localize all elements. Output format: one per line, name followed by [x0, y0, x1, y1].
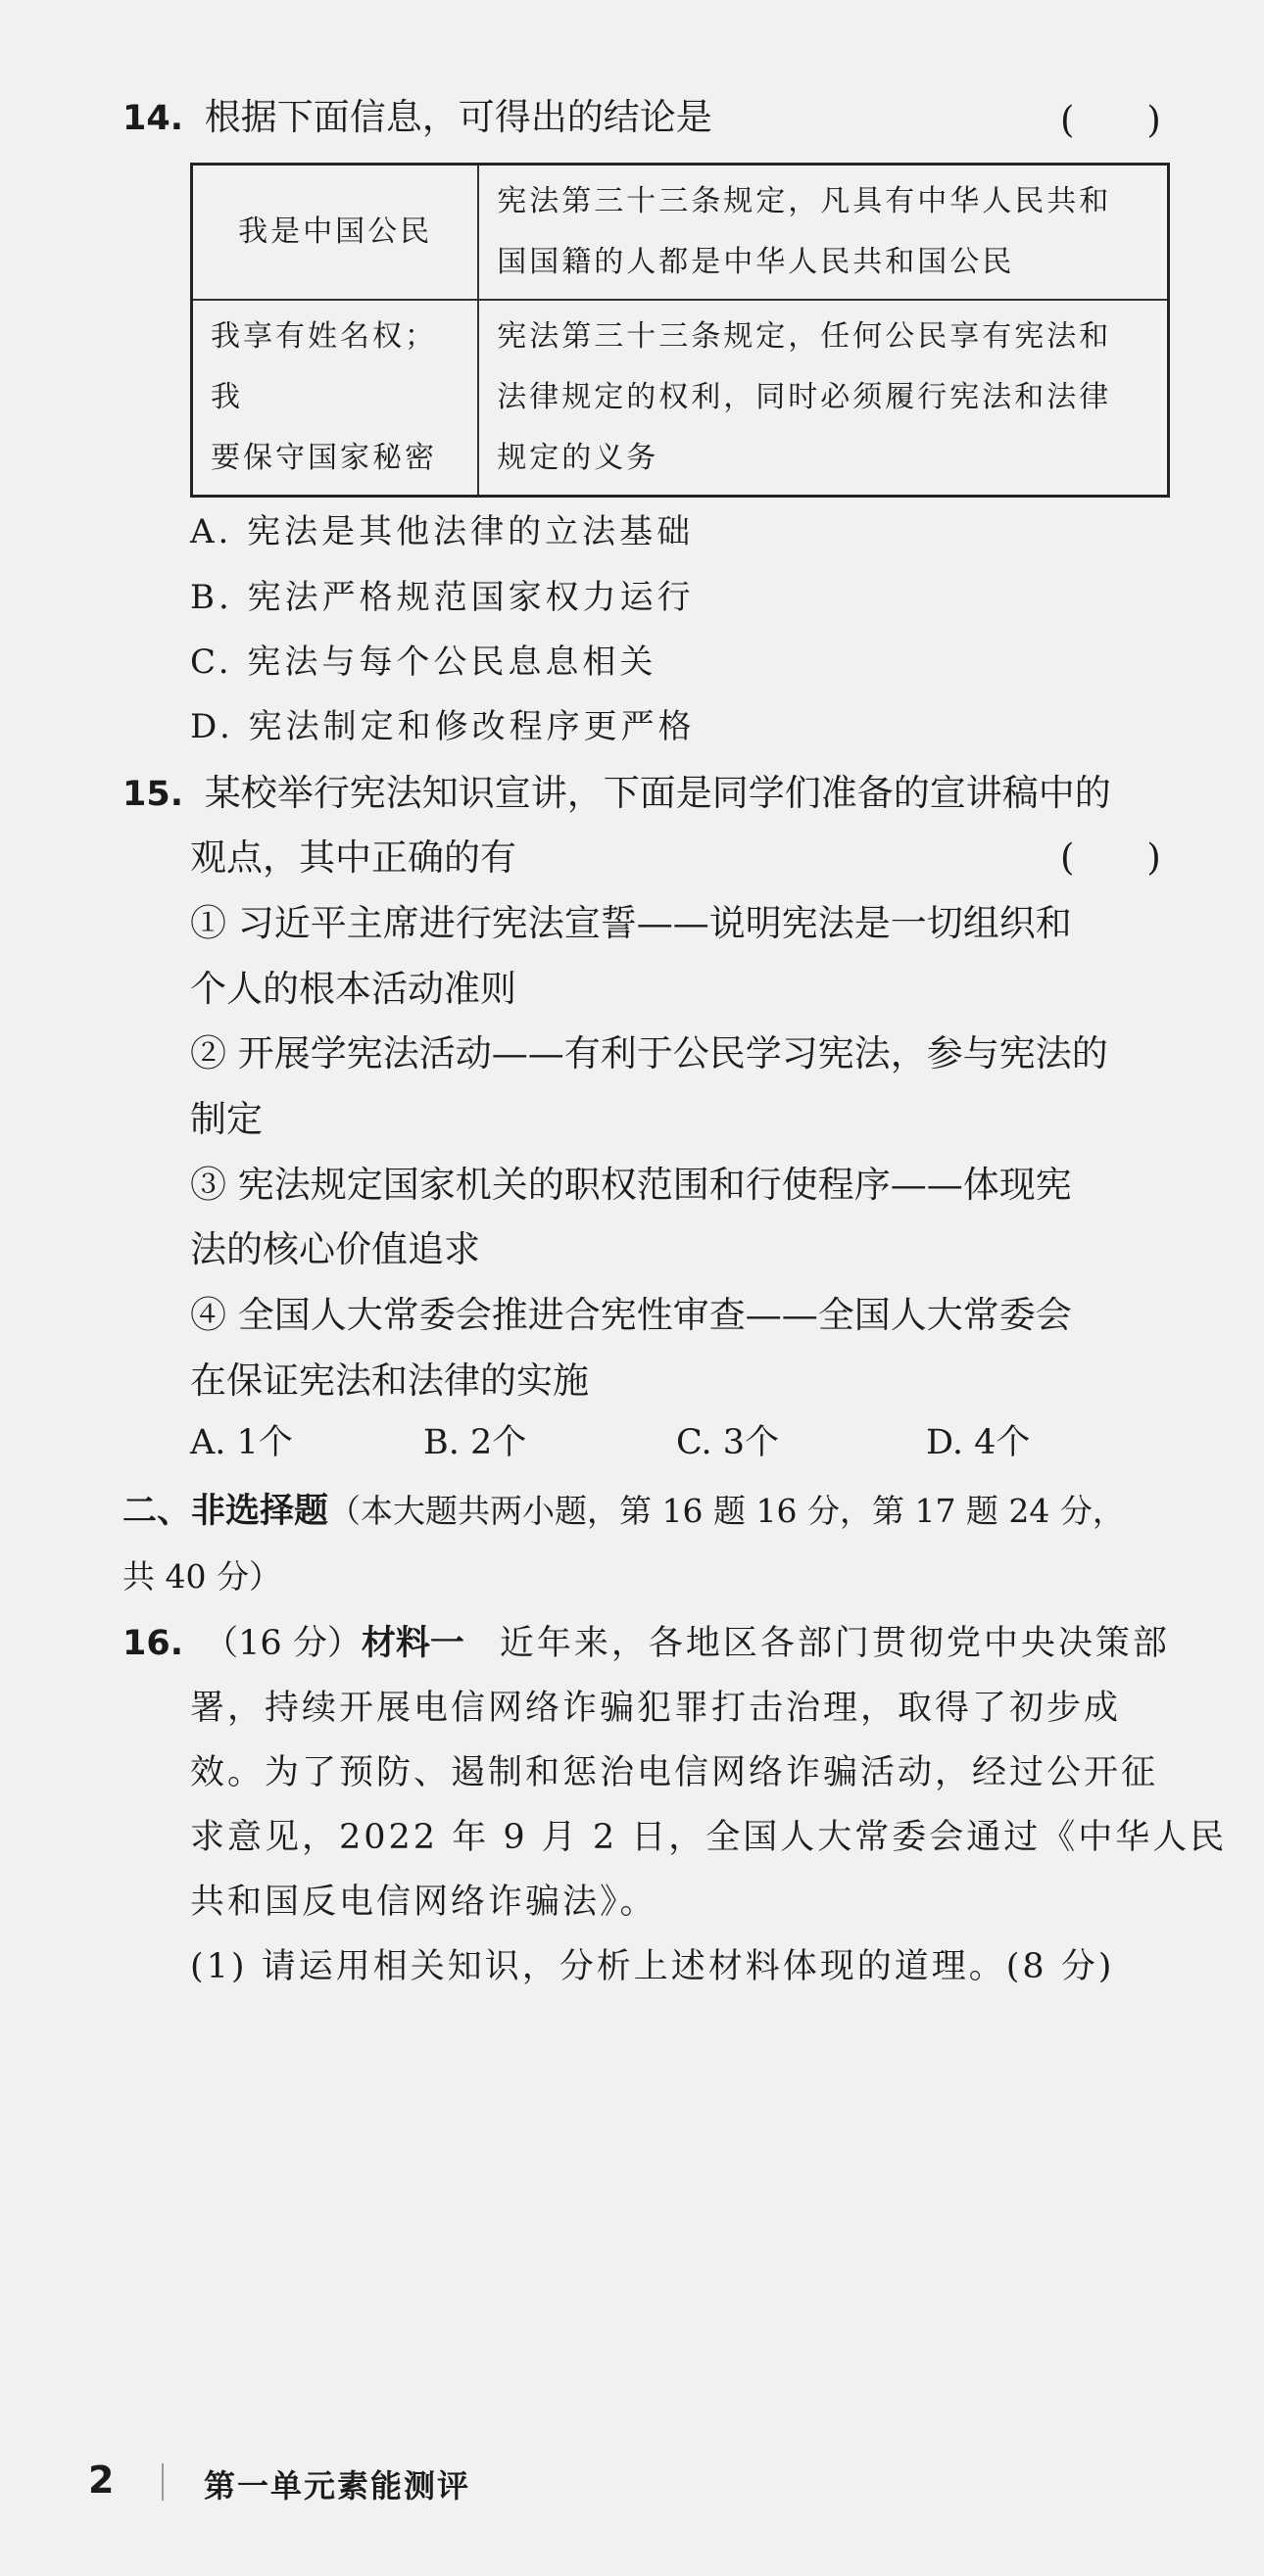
q16-material-text: 近年来，各地区各部门贯彻党中央决策部 [499, 1624, 1170, 1663]
table-cell [478, 165, 1168, 301]
q15-option-b[interactable]: B. 2个 [423, 1423, 527, 1462]
q15-stem-line: 观点，其中正确的有 [190, 836, 516, 879]
q14-option-c[interactable]: C. 宪法与每个公民息息相关 [190, 643, 657, 682]
q14-number: 14. [122, 99, 184, 138]
q16-number: 16. [122, 1624, 184, 1663]
q15-option-d[interactable]: D. 4个 [926, 1423, 1031, 1462]
q15-statement: ④ 全国人大常委会推进合宪性审查——全国人大常委会 [190, 1294, 1072, 1336]
q16-material-line: 效。为了预防、遏制和惩治电信网络诈骗活动，经过公开征 [190, 1753, 1159, 1792]
q16-first-line [122, 1616, 1170, 1671]
q15-answer-paren[interactable]: ( ) [1060, 836, 1161, 879]
q14-info-table [190, 163, 1170, 498]
q15-number: 15. [122, 775, 184, 814]
q14-option-b[interactable]: B. 宪法严格规范国家权力运行 [190, 578, 695, 617]
q16-subquestion-1: (1) 请运用相关知识，分析上述材料体现的道理。(8 分) [190, 1947, 1115, 1986]
q15-stem-line: 某校举行宪法知识宣讲，下面是同学们准备的宣讲稿中的 [204, 772, 1111, 814]
q16-material-line: 共和国反电信网络诈骗法》。 [190, 1883, 657, 1922]
cell-text: 要保守国家秘密 [211, 441, 437, 475]
unit-title: 第一单元素能测评 [204, 2467, 471, 2504]
q16-material-label: 材料一 [361, 1624, 464, 1663]
q14-option-d[interactable]: D. 宪法制定和修改程序更严格 [190, 707, 696, 746]
table-cell [192, 300, 479, 497]
cell-text: 规定的义务 [497, 441, 659, 475]
q14-stem [122, 90, 712, 146]
table-cell [478, 300, 1168, 497]
q15-stem [122, 766, 1111, 822]
cell-text: 我是中国公民 [238, 215, 433, 249]
section2-note: （本大题共两小题，第 16 题 16 分，第 17 题 24 分， [328, 1492, 1125, 1530]
table-cell [192, 165, 479, 301]
q15-statement: ③ 宪法规定国家机关的职权范围和行使程序——体现宪 [190, 1164, 1072, 1206]
cell-text: 宪法第三十三条规定，任何公民享有宪法和 [497, 319, 1112, 354]
cell-text: 国国籍的人都是中华人民共和国公民 [497, 245, 1015, 279]
footer-divider [162, 2463, 164, 2501]
q16-score: （16 分） [204, 1624, 362, 1663]
q15-statement: 法的核心价值追求 [190, 1228, 480, 1270]
cell-text: 法律规定的权利，同时必须履行宪法和法律 [497, 380, 1112, 414]
section2-heading [122, 1484, 1125, 1539]
q14-stem-text: 根据下面信息，可得出的结论是 [204, 96, 712, 138]
q16-material-line: 求意见，2022 年 9 月 2 日，全国人大常委会通过《中华人民 [190, 1818, 1228, 1857]
q16-material-line: 署，持续开展电信网络诈骗犯罪打击治理，取得了初步成 [190, 1689, 1122, 1728]
q15-statement: 在保证宪法和法律的实施 [190, 1360, 589, 1402]
section2-note-line2: 共 40 分） [122, 1557, 281, 1596]
q15-statement: ② 开展学宪法活动——有利于公民学习宪法，参与宪法的 [190, 1032, 1108, 1074]
section2-title: 二、非选择题 [122, 1492, 329, 1531]
q15-statement: ① 习近平主席进行宪法宣誓——说明宪法是一切组织和 [190, 902, 1072, 944]
cell-text: 宪法第三十三条规定，凡具有中华人民共和 [497, 184, 1112, 218]
page-number: 2 [88, 2458, 115, 2502]
q15-statement: 制定 [190, 1098, 263, 1140]
q14-answer-paren[interactable]: ( ) [1060, 99, 1161, 141]
cell-text: 我享有姓名权；我 [211, 319, 437, 414]
table-row [192, 165, 1169, 301]
q15-option-a[interactable]: A. 1个 [190, 1423, 293, 1462]
answer-space[interactable] [190, 2018, 1170, 2409]
table-row [192, 300, 1169, 497]
q15-statement: 个人的根本活动准则 [190, 968, 516, 1010]
q14-option-a[interactable]: A. 宪法是其他法律的立法基础 [190, 512, 695, 551]
q15-option-c[interactable]: C. 3个 [676, 1423, 780, 1462]
